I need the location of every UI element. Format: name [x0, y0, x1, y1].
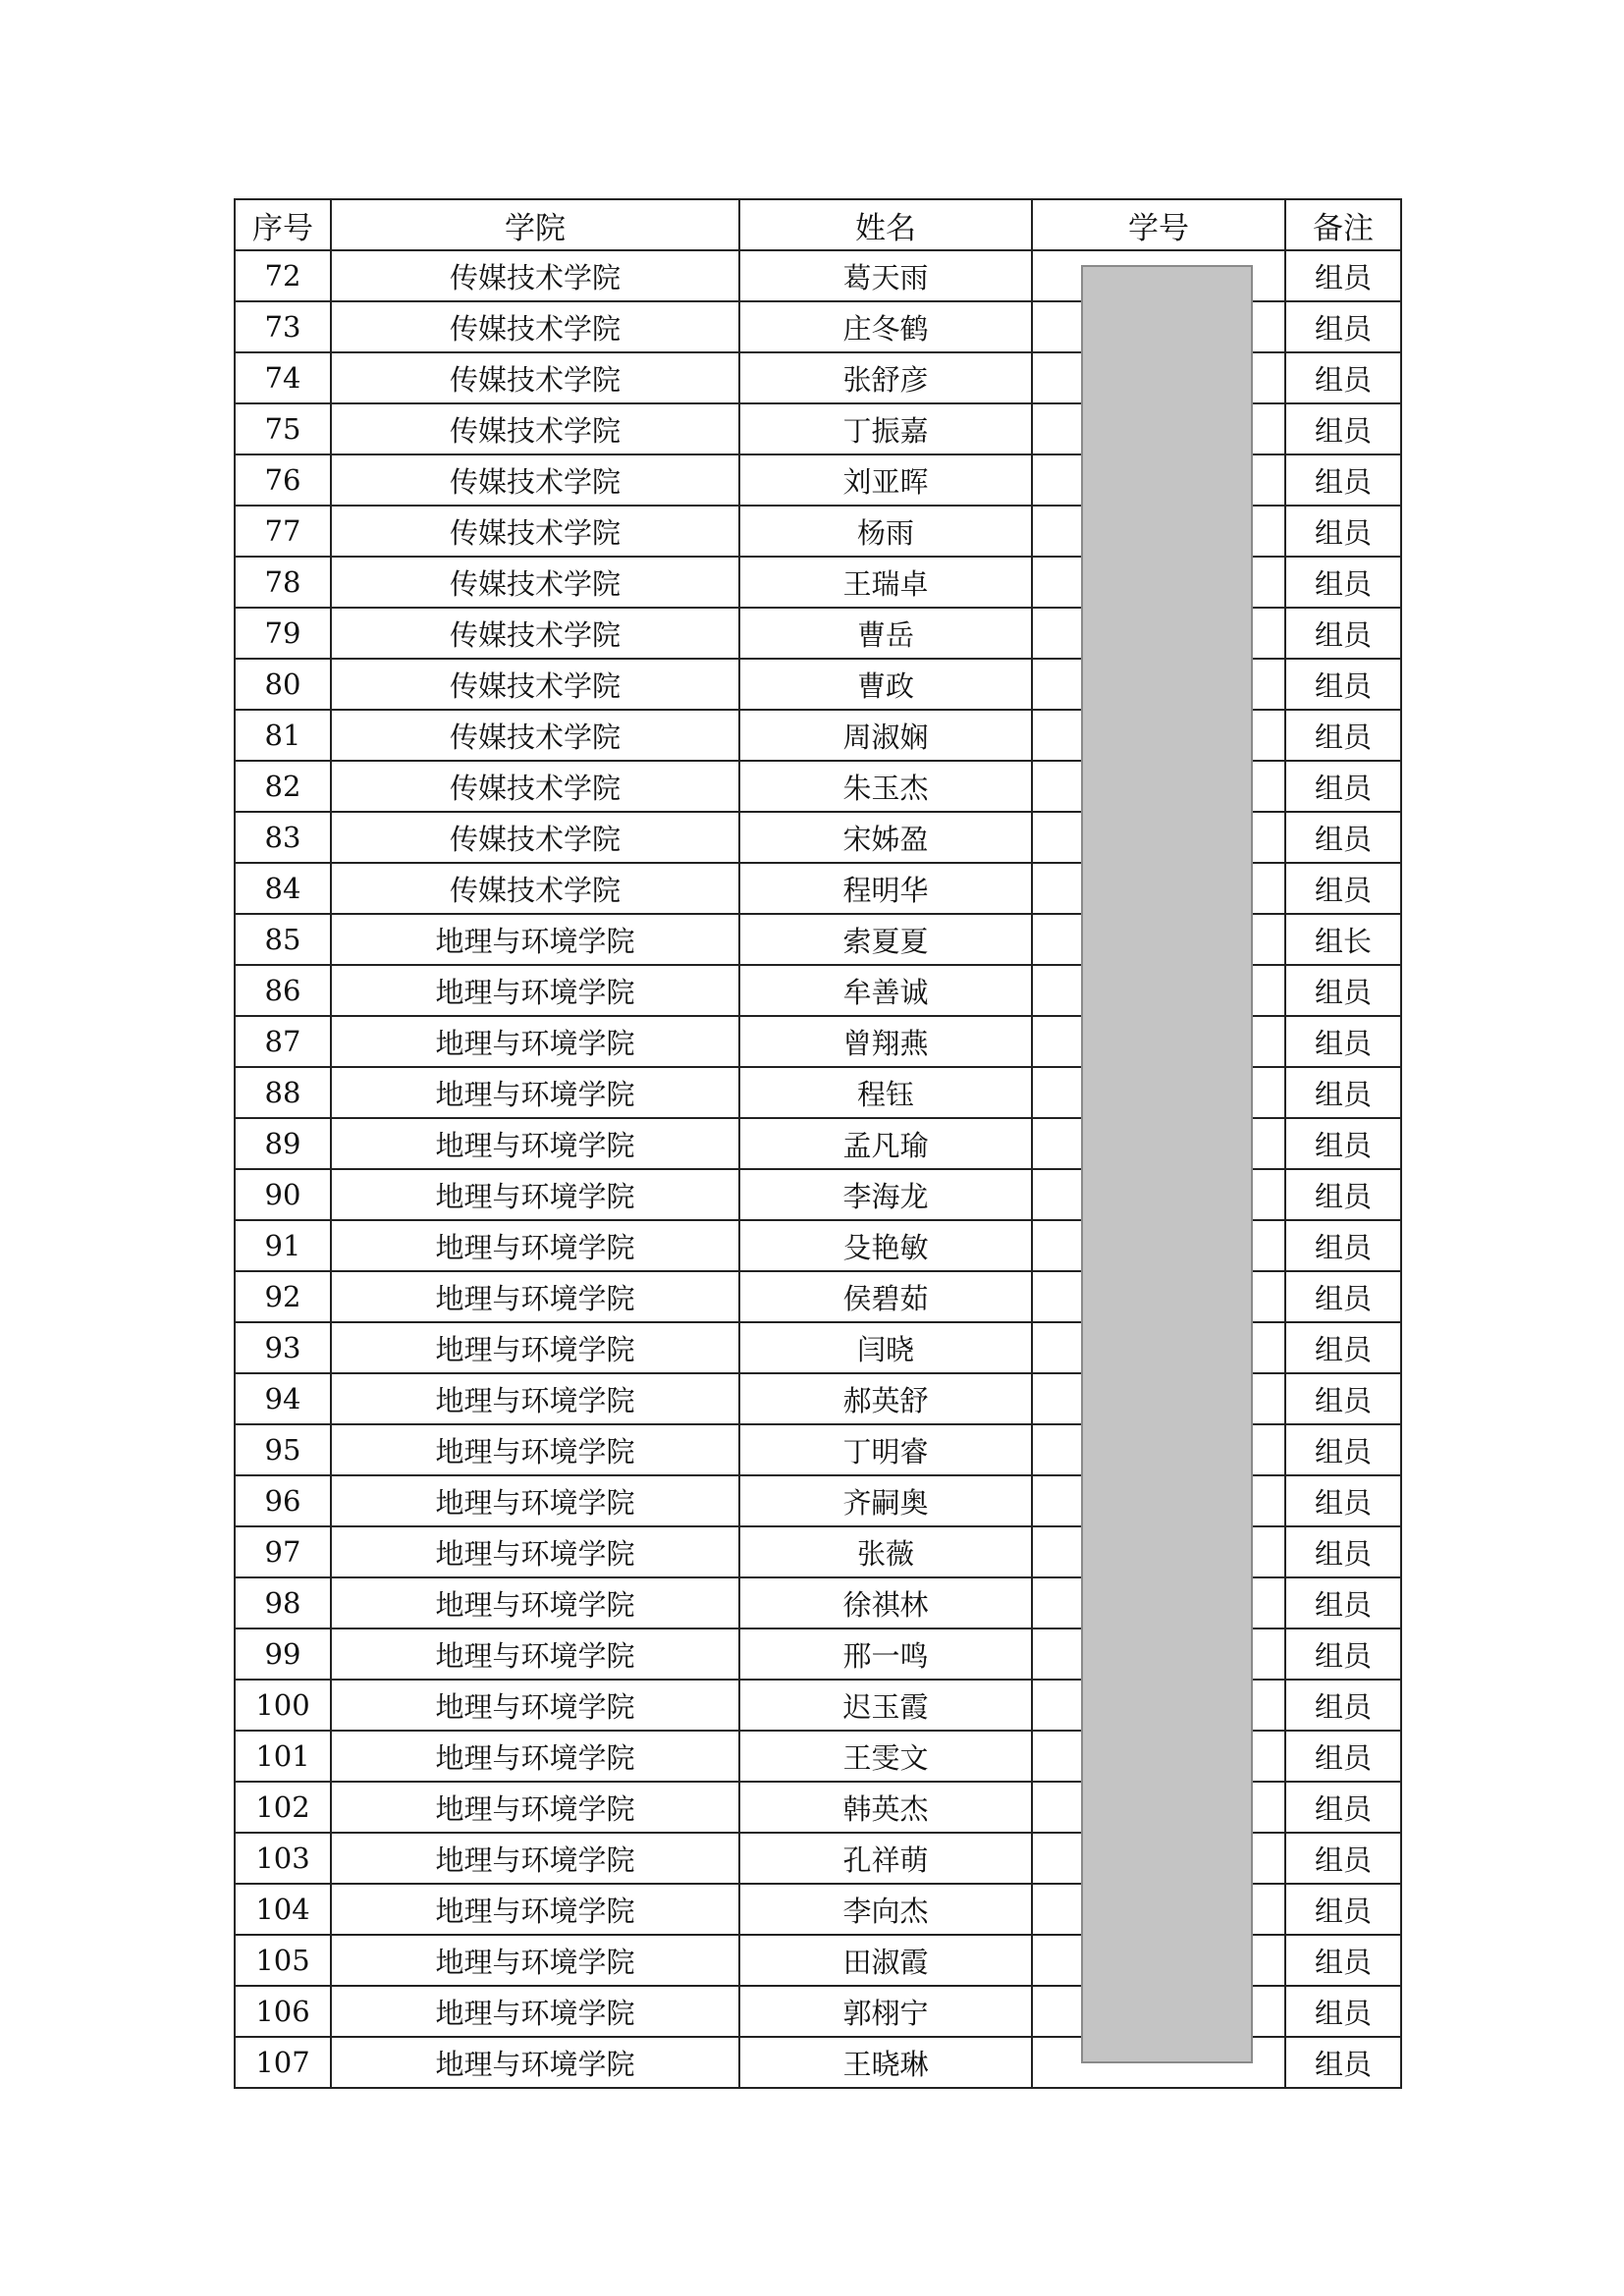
cell-no: 106 [235, 1986, 331, 2037]
cell-college: 地理与环境学院 [331, 1731, 739, 1782]
cell-college: 传媒技术学院 [331, 863, 739, 914]
cell-college: 地理与环境学院 [331, 2037, 739, 2088]
cell-no: 81 [235, 710, 331, 761]
cell-note: 组员 [1285, 1526, 1401, 1577]
cell-no: 100 [235, 1680, 331, 1731]
cell-name: 侯碧茹 [739, 1271, 1032, 1322]
cell-college: 地理与环境学院 [331, 1373, 739, 1424]
cell-note: 组员 [1285, 1833, 1401, 1884]
cell-name: 徐祺林 [739, 1577, 1032, 1629]
cell-note: 组员 [1285, 1169, 1401, 1220]
cell-note: 组长 [1285, 914, 1401, 965]
cell-college: 传媒技术学院 [331, 250, 739, 301]
cell-note: 组员 [1285, 1373, 1401, 1424]
cell-college: 地理与环境学院 [331, 1986, 739, 2037]
cell-note: 组员 [1285, 1731, 1401, 1782]
cell-name: 宋姊盈 [739, 812, 1032, 863]
cell-college: 地理与环境学院 [331, 1220, 739, 1271]
cell-note: 组员 [1285, 352, 1401, 403]
cell-name: 曾翔燕 [739, 1016, 1032, 1067]
cell-name: 孟凡瑜 [739, 1118, 1032, 1169]
cell-no: 77 [235, 506, 331, 557]
cell-name: 丁明睿 [739, 1424, 1032, 1475]
cell-note: 组员 [1285, 761, 1401, 812]
cell-name: 张舒彦 [739, 352, 1032, 403]
cell-no: 73 [235, 301, 331, 352]
header-name: 姓名 [739, 199, 1032, 250]
header-student-id: 学号 [1032, 199, 1285, 250]
cell-college: 传媒技术学院 [331, 710, 739, 761]
cell-note: 组员 [1285, 1475, 1401, 1526]
cell-name: 殳艳敏 [739, 1220, 1032, 1271]
cell-name: 朱玉杰 [739, 761, 1032, 812]
cell-no: 105 [235, 1935, 331, 1986]
cell-note: 组员 [1285, 1322, 1401, 1373]
cell-no: 96 [235, 1475, 331, 1526]
cell-college: 地理与环境学院 [331, 914, 739, 965]
cell-name: 李海龙 [739, 1169, 1032, 1220]
cell-no: 93 [235, 1322, 331, 1373]
cell-college: 传媒技术学院 [331, 761, 739, 812]
cell-name: 王雯文 [739, 1731, 1032, 1782]
cell-no: 89 [235, 1118, 331, 1169]
cell-name: 刘亚晖 [739, 454, 1032, 506]
cell-college: 地理与环境学院 [331, 1782, 739, 1833]
cell-note: 组员 [1285, 1782, 1401, 1833]
cell-no: 86 [235, 965, 331, 1016]
cell-college: 地理与环境学院 [331, 1577, 739, 1629]
cell-no: 91 [235, 1220, 331, 1271]
cell-note: 组员 [1285, 1220, 1401, 1271]
cell-college: 传媒技术学院 [331, 506, 739, 557]
cell-no: 76 [235, 454, 331, 506]
cell-name: 郝英舒 [739, 1373, 1032, 1424]
header-no: 序号 [235, 199, 331, 250]
cell-no: 99 [235, 1629, 331, 1680]
cell-name: 郭栩宁 [739, 1986, 1032, 2037]
cell-note: 组员 [1285, 863, 1401, 914]
cell-no: 82 [235, 761, 331, 812]
cell-no: 80 [235, 659, 331, 710]
cell-note: 组员 [1285, 965, 1401, 1016]
cell-college: 地理与环境学院 [331, 1016, 739, 1067]
cell-college: 传媒技术学院 [331, 557, 739, 608]
student-id-redaction [1081, 265, 1253, 2063]
cell-no: 87 [235, 1016, 331, 1067]
cell-note: 组员 [1285, 250, 1401, 301]
cell-no: 103 [235, 1833, 331, 1884]
cell-name: 韩英杰 [739, 1782, 1032, 1833]
header-note: 备注 [1285, 199, 1401, 250]
cell-college: 传媒技术学院 [331, 352, 739, 403]
cell-no: 79 [235, 608, 331, 659]
cell-college: 地理与环境学院 [331, 1475, 739, 1526]
cell-name: 迟玉霞 [739, 1680, 1032, 1731]
cell-no: 95 [235, 1424, 331, 1475]
cell-no: 78 [235, 557, 331, 608]
cell-college: 地理与环境学院 [331, 1424, 739, 1475]
cell-college: 地理与环境学院 [331, 1271, 739, 1322]
cell-no: 83 [235, 812, 331, 863]
header-college: 学院 [331, 199, 739, 250]
cell-note: 组员 [1285, 2037, 1401, 2088]
cell-college: 地理与环境学院 [331, 1935, 739, 1986]
cell-no: 75 [235, 403, 331, 454]
cell-note: 组员 [1285, 1016, 1401, 1067]
cell-no: 98 [235, 1577, 331, 1629]
cell-college: 地理与环境学院 [331, 1169, 739, 1220]
cell-college: 传媒技术学院 [331, 608, 739, 659]
cell-no: 72 [235, 250, 331, 301]
cell-college: 地理与环境学院 [331, 1118, 739, 1169]
cell-name: 程明华 [739, 863, 1032, 914]
cell-college: 传媒技术学院 [331, 812, 739, 863]
cell-note: 组员 [1285, 659, 1401, 710]
cell-note: 组员 [1285, 1424, 1401, 1475]
cell-name: 程钰 [739, 1067, 1032, 1118]
cell-note: 组员 [1285, 1680, 1401, 1731]
cell-name: 邢一鸣 [739, 1629, 1032, 1680]
cell-note: 组员 [1285, 1629, 1401, 1680]
cell-no: 85 [235, 914, 331, 965]
cell-note: 组员 [1285, 1986, 1401, 2037]
cell-note: 组员 [1285, 1935, 1401, 1986]
cell-college: 传媒技术学院 [331, 403, 739, 454]
cell-name: 庄冬鹤 [739, 301, 1032, 352]
cell-name: 闫晓 [739, 1322, 1032, 1373]
cell-name: 王瑞卓 [739, 557, 1032, 608]
cell-college: 地理与环境学院 [331, 1629, 739, 1680]
cell-note: 组员 [1285, 812, 1401, 863]
cell-college: 地理与环境学院 [331, 1833, 739, 1884]
cell-no: 107 [235, 2037, 331, 2088]
cell-college: 传媒技术学院 [331, 659, 739, 710]
cell-note: 组员 [1285, 1884, 1401, 1935]
cell-name: 齐嗣奥 [739, 1475, 1032, 1526]
cell-note: 组员 [1285, 608, 1401, 659]
cell-note: 组员 [1285, 1118, 1401, 1169]
cell-name: 索夏夏 [739, 914, 1032, 965]
cell-no: 90 [235, 1169, 331, 1220]
cell-note: 组员 [1285, 301, 1401, 352]
cell-name: 曹政 [739, 659, 1032, 710]
cell-no: 84 [235, 863, 331, 914]
cell-name: 杨雨 [739, 506, 1032, 557]
cell-name: 曹岳 [739, 608, 1032, 659]
cell-name: 牟善诚 [739, 965, 1032, 1016]
cell-no: 97 [235, 1526, 331, 1577]
cell-note: 组员 [1285, 506, 1401, 557]
cell-no: 101 [235, 1731, 331, 1782]
cell-name: 张薇 [739, 1526, 1032, 1577]
header-row [235, 199, 1401, 250]
cell-no: 94 [235, 1373, 331, 1424]
cell-name: 田淑霞 [739, 1935, 1032, 1986]
cell-no: 102 [235, 1782, 331, 1833]
cell-note: 组员 [1285, 454, 1401, 506]
cell-note: 组员 [1285, 557, 1401, 608]
cell-no: 104 [235, 1884, 331, 1935]
cell-no: 88 [235, 1067, 331, 1118]
cell-no: 74 [235, 352, 331, 403]
table-header [235, 199, 1401, 250]
cell-name: 丁振嘉 [739, 403, 1032, 454]
cell-no: 92 [235, 1271, 331, 1322]
cell-note: 组员 [1285, 1271, 1401, 1322]
cell-name: 周淑娴 [739, 710, 1032, 761]
cell-college: 地理与环境学院 [331, 1680, 739, 1731]
cell-college: 传媒技术学院 [331, 301, 739, 352]
cell-name: 李向杰 [739, 1884, 1032, 1935]
cell-name: 葛天雨 [739, 250, 1032, 301]
cell-note: 组员 [1285, 403, 1401, 454]
cell-note: 组员 [1285, 1067, 1401, 1118]
cell-college: 传媒技术学院 [331, 454, 739, 506]
cell-college: 地理与环境学院 [331, 965, 739, 1016]
cell-college: 地理与环境学院 [331, 1067, 739, 1118]
cell-college: 地理与环境学院 [331, 1884, 739, 1935]
cell-name: 王晓琳 [739, 2037, 1032, 2088]
cell-note: 组员 [1285, 1577, 1401, 1629]
cell-college: 地理与环境学院 [331, 1322, 739, 1373]
cell-college: 地理与环境学院 [331, 1526, 739, 1577]
cell-name: 孔祥萌 [739, 1833, 1032, 1884]
cell-note: 组员 [1285, 710, 1401, 761]
